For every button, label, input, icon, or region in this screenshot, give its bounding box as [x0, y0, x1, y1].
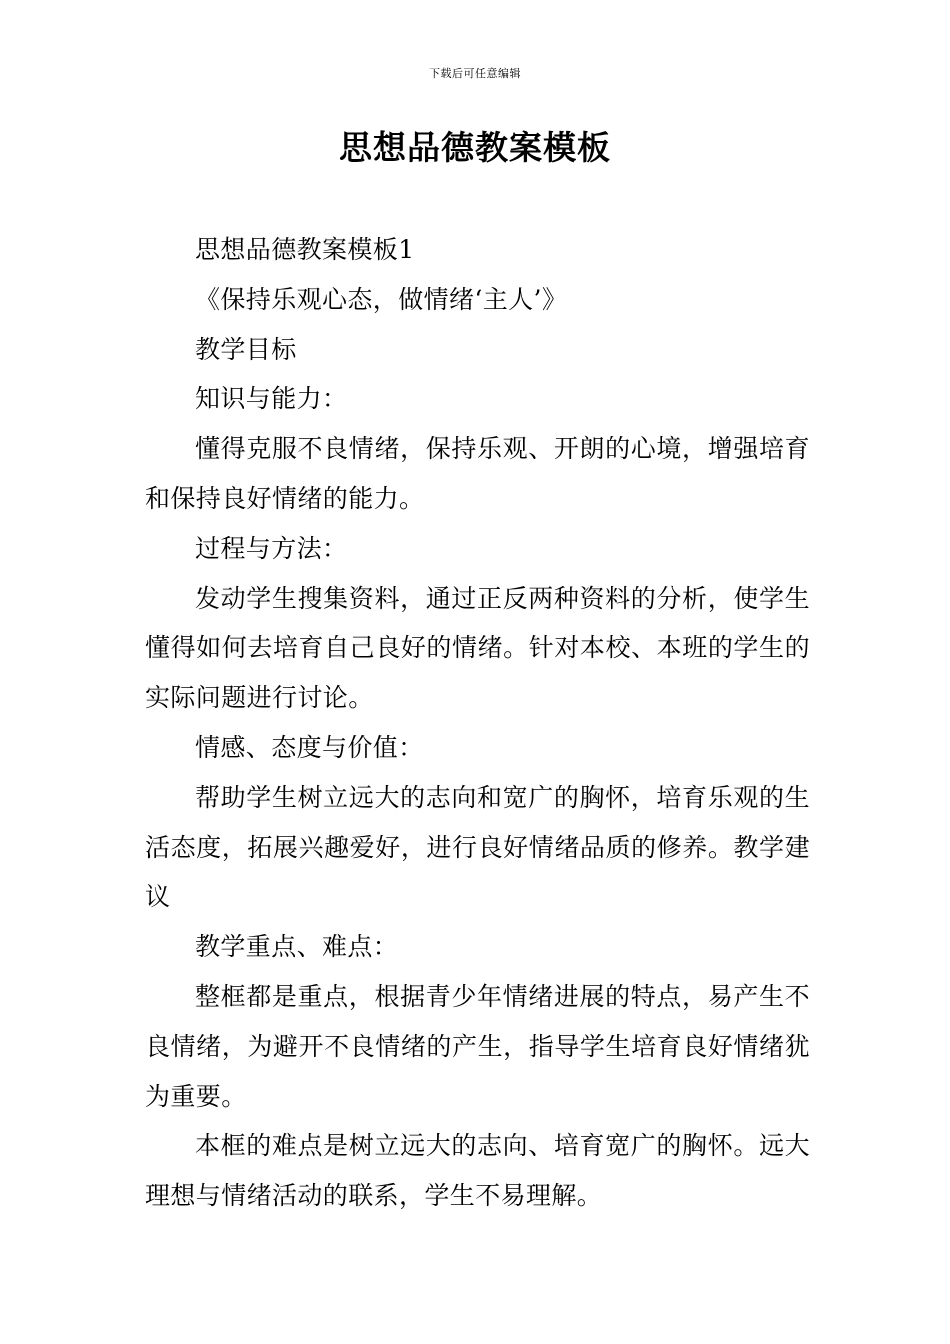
- lesson-title-paragraph: 《保持乐观心态，做情绪‘主人’》: [195, 284, 568, 314]
- header-note: 下载后可任意编辑: [429, 67, 521, 80]
- section-heading-objectives: 教学目标: [195, 334, 297, 364]
- subheading-process: 过程与方法：: [195, 533, 348, 563]
- body-paragraph: 本框的难点是树立远大的志向、培育宽广的胸怀。远大理想与情绪活动的联系，学生不易理解。: [145, 1131, 810, 1211]
- body-paragraph: 帮助学生树立远大的志向和宽广的胸怀，培育乐观的生活态度，拓展兴趣爱好，进行良好情绪品质的修养。教学建议: [145, 782, 810, 912]
- body-paragraph: 整框都是重点，根据青少年情绪进展的特点，易产生不良情绪，为避开不良情绪的产生，指导学生培育良好情绪犹为重要。: [145, 981, 810, 1111]
- subtitle-paragraph: 思想品德教案模板1: [195, 235, 415, 264]
- subheading-key-points: 教学重点、难点：: [195, 932, 399, 962]
- document-body: [145, 225, 810, 1221]
- body-paragraph: 发动学生搜集资料，通过正反两种资料的分析，使学生懂得如何去培育自己良好的情绪。针对本校、本班的学生的实际问题进行讨论。: [145, 583, 810, 713]
- body-paragraph: 懂得克服不良情绪，保持乐观、开朗的心境，增强培育和保持良好情绪的能力。: [145, 434, 810, 513]
- document-title: 思想品德教案模板: [339, 128, 611, 167]
- subheading-knowledge: 知识与能力：: [195, 384, 348, 414]
- subheading-emotion: 情感、态度与价值：: [195, 732, 424, 762]
